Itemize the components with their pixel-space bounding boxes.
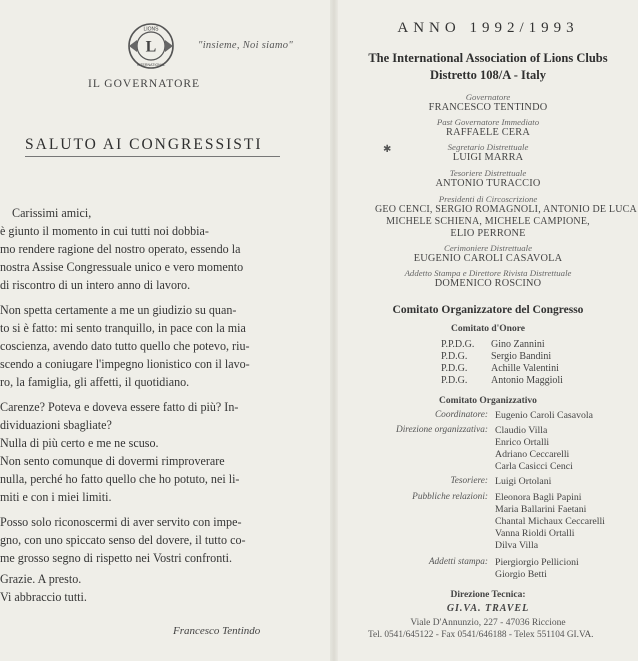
honor-title: Comitato d'Onore: [451, 324, 525, 334]
tech-address: Viale D'Annunzio, 227 - 47036 Riccione: [410, 618, 566, 628]
letter-line: Non spetta certamente a me un giudizio su quan-: [0, 303, 237, 317]
letter-line: miti e con i miei limiti.: [0, 490, 112, 504]
officer-name: ELIO PERRONE: [450, 228, 526, 239]
officer-name: FRANCESCO TENTINDO: [428, 102, 548, 113]
logo-center-letter: L: [145, 38, 157, 56]
district-name: Distretto 108/A - Italy: [429, 68, 547, 82]
title-underline: [25, 156, 280, 157]
org-label: Coordinatore:: [434, 410, 488, 420]
letter-line: Nulla di più certo e me ne scuso.: [0, 436, 159, 450]
logo-bottom-text: INTERNATIONAL: [136, 63, 166, 67]
honor-title-abbr: P.D.G.: [441, 363, 468, 374]
officer-role: Past Governatore Immediato: [436, 117, 540, 127]
officer-name: ANTONIO TURACCIO: [435, 178, 541, 189]
org-name: Claudio Villa: [495, 425, 548, 436]
letter-line: nostra Assise Congressuale unico e vero momento: [0, 260, 244, 274]
letter-line: è giunto il momento in cui tutti noi dobbia-: [0, 224, 209, 238]
officer-role: Presidenti di Circoscrizione: [438, 194, 538, 204]
org-name: Carla Casicci Cenci: [495, 461, 573, 472]
org-name: Eleonora Bagli Papini: [495, 492, 582, 503]
org-name: Vanna Rioldi Ortalli: [495, 528, 575, 539]
logo-top-text: LIONS: [143, 26, 159, 33]
district-panel: [338, 0, 638, 661]
org-name: Piergiorgio Pellicioni: [495, 557, 579, 568]
honor-name: Sergio Bandini: [491, 351, 552, 362]
org-label: Addetti stampa:: [428, 557, 488, 567]
page-fold: [330, 0, 338, 661]
honor-title-abbr: P.P.D.G.: [441, 339, 475, 350]
tech-title: Direzione Tecnica:: [450, 590, 526, 600]
org-name: Eugenio Caroli Casavola: [495, 410, 593, 421]
officer-role: Segretario Distrettuale: [447, 142, 529, 152]
officer-role: Governatore: [465, 92, 511, 102]
letter-line: me grosso segno di rispetto nei Vostri confronti.: [0, 551, 233, 565]
tech-company: GI.VA. TRAVEL: [446, 603, 530, 614]
org-title: Comitato Organizzativo: [439, 396, 537, 406]
letter-line: Non sento comunque di dovermi rimproverare: [0, 454, 225, 468]
letter-line: dividuazioni sbagliate?: [0, 418, 112, 432]
governor-title: IL GOVERNATORE: [88, 78, 201, 90]
honor-title-abbr: P.D.G.: [441, 375, 468, 386]
letter-line: scendo a coniugare l'impegno lionistico con il lavo-: [0, 357, 250, 371]
officer-name: MICHELE SCHIENA, MICHELE CAMPIONE,: [386, 216, 590, 227]
org-name: Chantal Michaux Ceccarelli: [495, 516, 605, 527]
letter-line: coscienza, avendo dato tutto quello che potevo, riu-: [0, 339, 250, 353]
honor-name: Achille Valentini: [491, 363, 559, 374]
letter-line: Posso solo riconoscermi di aver servito con impe-: [0, 515, 242, 529]
org-label: Pubbliche relazioni:: [412, 492, 488, 502]
year-heading: ANNO 1992/1993: [397, 20, 579, 36]
officer-name: RAFFAELE CERA: [446, 127, 530, 138]
org-name: Enrico Ortalli: [495, 437, 550, 448]
letter-line: nulla, perché ho fatto quello che ho potuto, nei li-: [0, 472, 240, 486]
signature: Francesco Tentindo: [173, 625, 261, 637]
honor-name: Gino Zannini: [491, 339, 545, 350]
org-label: Tesoriere:: [450, 476, 488, 486]
officer-name: EUGENIO CAROLI CASAVOLA: [413, 253, 563, 264]
org-label: Direzione organizzativa:: [395, 425, 488, 435]
letter-line: Carenze? Poteva e doveva essere fatto di più? In-: [0, 400, 239, 414]
letter-line: Vi abbraccio tutti.: [0, 590, 87, 604]
officer-name: DOMENICO ROSCINO: [434, 278, 542, 289]
lions-logo: [127, 22, 175, 70]
association-name: The International Association of Lions Clubs: [368, 51, 608, 65]
letter-line: mo rendere ragione del nostro operato, essendo la: [0, 242, 241, 256]
asterisk-mark: ✱: [383, 144, 392, 155]
letter-line: di riscontro di un intero anno di lavoro.: [0, 278, 191, 292]
committee-title: Comitato Organizzatore del Congresso: [392, 304, 584, 316]
honor-name: Antonio Maggioli: [491, 375, 563, 386]
officer-role: Addetto Stampa e Direttore Rivista Distrettuale: [404, 268, 572, 278]
org-name: Dilva Villa: [495, 540, 539, 551]
officer-name: LUIGI MARRA: [452, 152, 524, 163]
letter-title: SALUTO AI CONGRESSISTI: [25, 136, 263, 153]
org-name: Maria Ballarini Faetani: [495, 504, 587, 515]
motto: "insieme, Noi siamo": [198, 40, 294, 51]
org-name: Giorgio Betti: [495, 569, 547, 580]
letter-line: to si è fatto: mi sento tranquillo, in pace con la mia: [0, 321, 246, 335]
officer-name: GEO CENCI, SERGIO ROMAGNOLI, ANTONIO DE LUCA: [375, 204, 637, 215]
honor-title-abbr: P.D.G.: [441, 351, 468, 362]
officer-role: Cerimoniere Distrettuale: [443, 243, 533, 253]
tech-contacts: Tel. 0541/645122 - Fax 0541/646188 - Telex 551104 GI.VA.: [368, 630, 594, 640]
org-name: Adriano Ceccarelli: [495, 449, 570, 460]
letter-line: gno, con uno spiccato senso del dovere, il tutto co-: [0, 533, 246, 547]
letter-line: Grazie. A presto.: [0, 572, 82, 586]
officer-role: Tesoriere Distrettuale: [449, 168, 527, 178]
letter-line: Carissimi amici,: [12, 206, 92, 220]
org-name: Luigi Ortolani: [495, 476, 552, 487]
letter-line: ro, la famiglia, gli affetti, il quotidiano.: [0, 375, 190, 389]
